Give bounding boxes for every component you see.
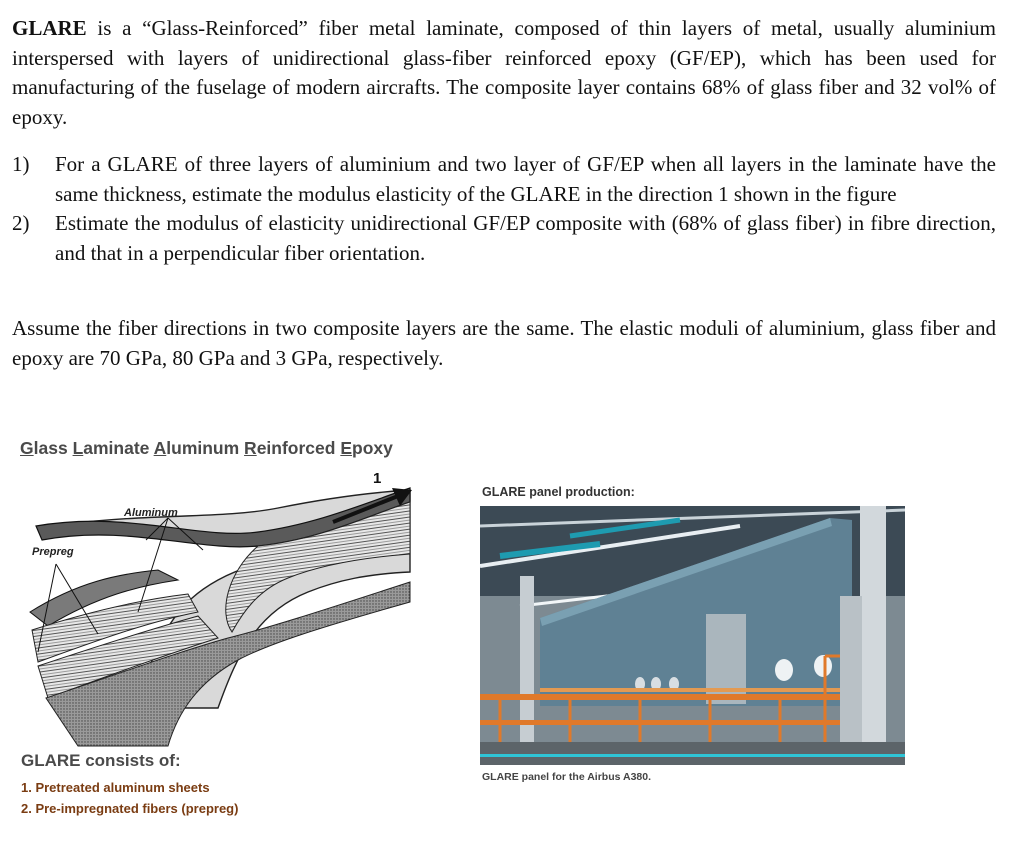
title-initial: R [244, 438, 257, 458]
title-rest: luminum [166, 438, 245, 458]
title-initial: E [340, 438, 353, 458]
title-rest: poxy [352, 438, 393, 458]
question-2 [12, 209, 996, 268]
question-list [12, 150, 996, 268]
list-item: 1. Pretreated aluminum sheets [21, 780, 210, 795]
question-number: 2) [12, 211, 30, 236]
question-text: Estimate the modulus of elasticity unidirectional GF/EP composite with (68% of glass fiber) in fibre direction, and that in a perpendicular fiber orientation. [55, 211, 996, 265]
title-rest: einforced [256, 438, 341, 458]
list-item: 2. Pre-impregnated fibers (prepreg) [21, 801, 239, 816]
figure-title [20, 438, 393, 459]
intro-text: is a “Glass-Reinforced” fiber metal laminate, composed of thin layers of metal, usually aluminium interspersed with layers of unidirectional glass-fiber reinforced epoxy (GF/EP), which has been used for manufacturing of the fuselage of modern aircrafts. The composite layer contains 68% of glass fiber and 32 vol% of epoxy. [12, 16, 996, 129]
photo-title: GLARE panel production: [482, 485, 635, 499]
glare-term: GLARE [12, 16, 87, 40]
laminate-illustration [18, 462, 438, 752]
photo-caption: GLARE panel for the Airbus A380. [482, 771, 651, 783]
title-rest: aminate [83, 438, 154, 458]
title-rest: lass [33, 438, 73, 458]
intro-paragraph [12, 14, 996, 132]
consists-list [21, 777, 238, 819]
question-1 [12, 150, 996, 209]
aluminum-label: Aluminum [124, 507, 178, 519]
question-number: 1) [12, 152, 30, 176]
title-initial: L [72, 438, 84, 458]
factory-scene [480, 506, 905, 765]
title-initial: A [153, 438, 167, 458]
title-initial: G [20, 438, 34, 458]
assumption-paragraph: Assume the fiber directions in two composite layers are the same. The elastic moduli of aluminium, glass fiber and epoxy are 70 GPa, 80 GPa and 3 GPa, respectively. [12, 316, 996, 370]
panel-production-photo [480, 506, 905, 765]
direction-label: 1 [373, 470, 382, 487]
prepreg-label: Prepreg [32, 546, 74, 558]
consists-heading: GLARE consists of: [21, 751, 181, 770]
question-text: For a GLARE of three layers of aluminium and two layer of GF/EP when all layers in the laminate have the same thickness, estimate the modulus elasticity of the GLARE in the direction 1 shown in the figure [55, 152, 996, 206]
laminate-diagram [18, 462, 438, 752]
